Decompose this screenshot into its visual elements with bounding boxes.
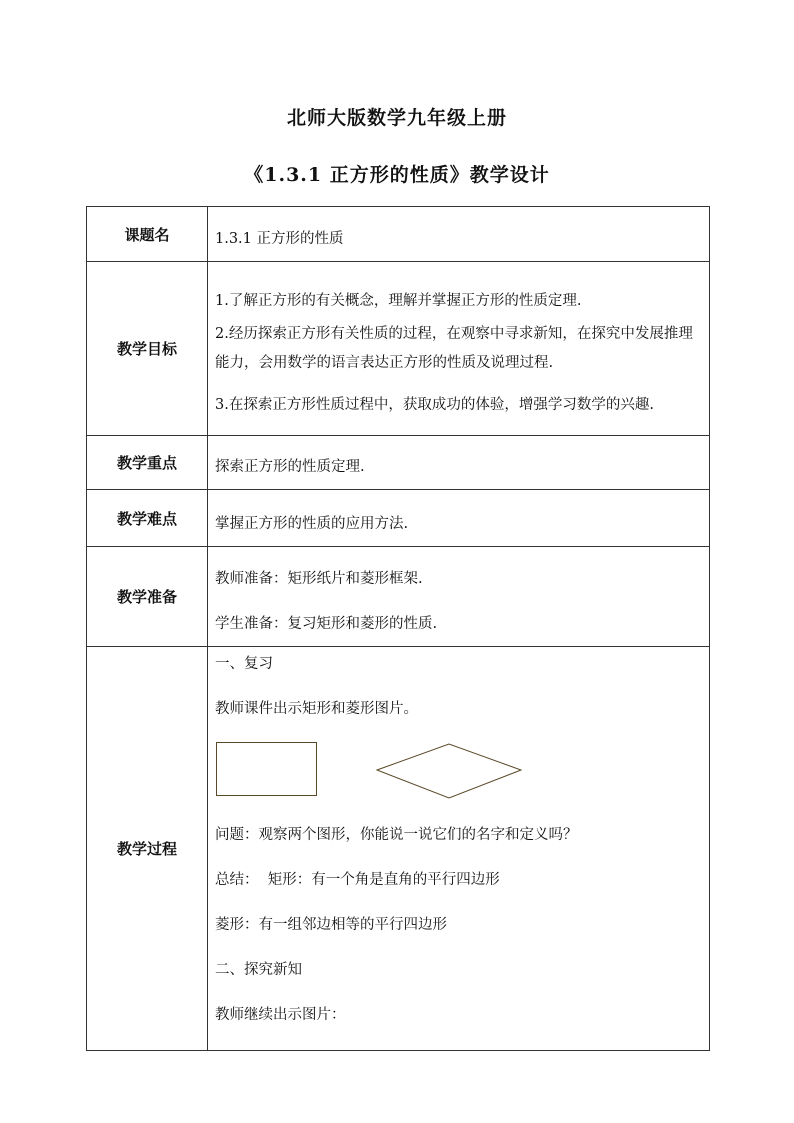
goal-item: 1.了解正方形的有关概念，理解并掌握正方形的性质定理. [215,293,582,309]
lesson-plan-table [86,206,710,1051]
shapes-figure [215,742,703,802]
topic-label: 课题名 [87,207,208,262]
key-points-label: 教学重点 [87,436,208,490]
rhombus-figure [375,742,523,800]
key-points-value: 探索正方形的性质定理. [208,436,710,490]
process-row [87,647,710,1051]
topic-row [87,207,710,262]
difficulties-row [87,490,710,547]
process-line: 一、复习 [215,656,273,672]
preparation-content [208,547,710,647]
process-line: 菱形：有一组邻边相等的平行四边形 [215,917,447,933]
preparation-item: 学生准备：复习矩形和菱形的性质. [215,615,438,632]
preparation-item: 教师准备：矩形纸片和菱形框架. [215,570,423,587]
process-content [208,647,710,1051]
rectangle-figure [216,742,317,796]
document-title: 北师大版数学九年级上册 [286,107,507,129]
difficulties-label: 教学难点 [87,490,208,547]
goal-item: 3.在探索正方形性质过程中，获取成功的体验，增强学习数学的兴趣. [215,397,654,413]
goal-item: 2.经历探索正方形有关性质的过程，在观察中寻求新知，在探究中发展推理能力，会用数学的语言表达正方形的性质及说理过程. [215,326,693,371]
document-subtitle: 《1.3.1 正方形的性质》教学设计 [244,164,550,186]
topic-value: 1.3.1 正方形的性质 [208,207,710,262]
goals-row [87,262,710,436]
process-line: 教师课件出示矩形和菱形图片。 [215,701,418,717]
process-line: 教师继续出示图片： [215,1007,346,1023]
process-line: 二、探究新知 [215,962,302,978]
key-points-row [87,436,710,490]
preparation-label: 教学准备 [87,547,208,647]
goals-content [208,262,710,436]
preparation-row [87,547,710,647]
process-line: 总结： 矩形：有一个角是直角的平行四边形 [215,872,500,888]
difficulties-value: 掌握正方形的性质的应用方法. [208,490,710,547]
goals-label: 教学目标 [87,262,208,436]
process-label: 教学过程 [87,647,208,1051]
process-line: 问题：观察两个图形，你能说一说它们的名字和定义吗？ [215,827,578,843]
